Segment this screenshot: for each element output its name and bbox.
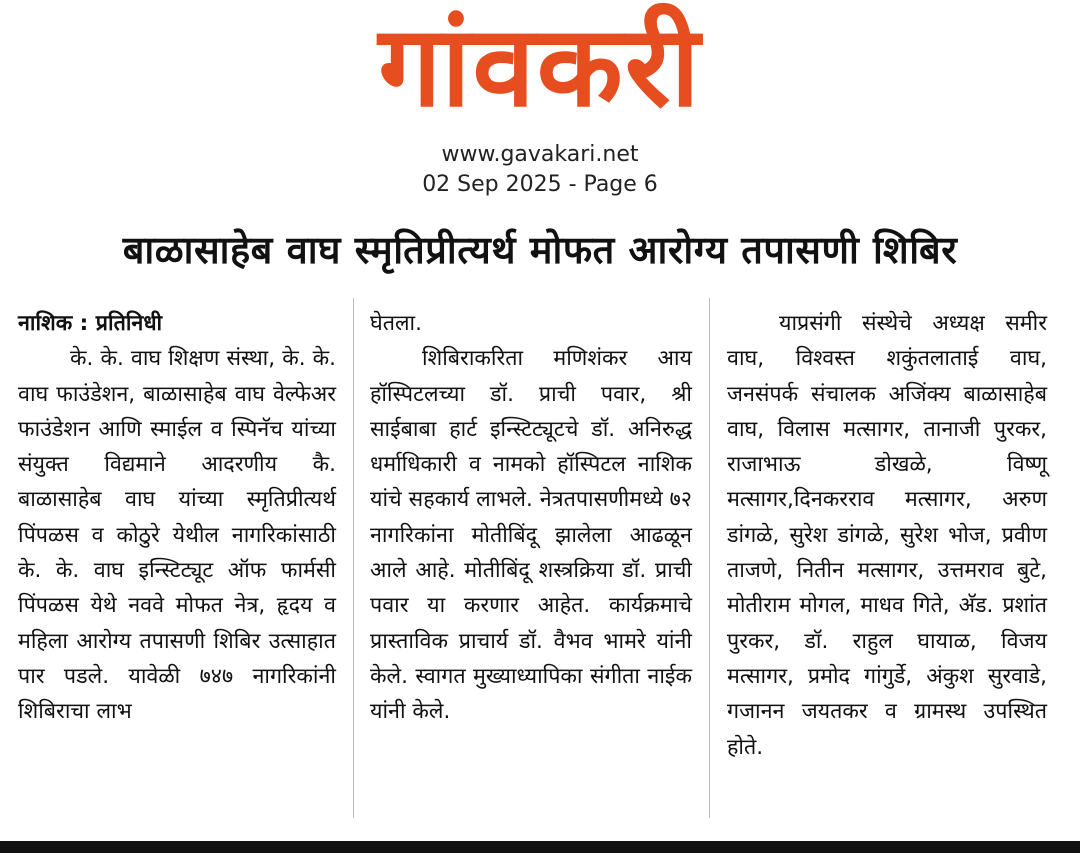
article-paragraph: याप्रसंगी संस्थेचे अध्यक्ष समीर वाघ, विश्‍वस्त शकुंतलाताई वाघ, जनसंपर्क संचालक अजिंक्य बाळासाहेब वाघ, विलास मत्सागर, तानाजी पुरकर, राजाभाऊ डोखळे, विष्णू मत्सागर,दिनकरराव मत्सागर, अरुण डांगळे, सुरेश डांगळे, सुरेश भोज, प्रवीण ताजणे, नितीन मत्सागर, उत्तमराव बुटे, मोतीराम मोगल, माधव गिते, अ‍ॅड. प्रशांत पुरकर, डॉ. राहुल घायाळ, विजय मत्सागर, प्रमोद गांगुर्डे, अंकुश सुरवाडे, गजानन जयतकर व ग्रामस्थ उपस्थित होते. [727,311,1047,760]
article-column-3 [727,306,1047,826]
article-headline: बाळासाहेब वाघ स्मृतिप्रीत्यर्थ मोफत आरोग्य तपासणी शिबिर [122,228,958,272]
article-column-2 [370,306,692,826]
bottom-border [0,841,1080,853]
article-dateline: नाशिक : प्रतिनिधी [18,311,163,336]
column-divider [353,298,354,818]
newspaper-logo: गांवकरी [378,2,702,132]
column-divider [709,298,710,818]
article-column-1 [18,306,336,826]
edition-date-page: 02 Sep 2025 - Page 6 [422,172,658,197]
article-paragraph: के. के. वाघ शिक्षण संस्था, के. के. वाघ फाउंडेशन, बाळासाहेब वाघ वेल्फेअर फाउंडेशन आणि स्माईल व स्पिनॅच यांच्या संयुक्त विद्यमाने आदरणीय कै. बाळासाहेब वाघ यांच्या स्मृतिप्रीत्यर्थ पिंपळस व कोठुरे येथील नागरिकांसाठी के. के. वाघ इन्स्टिट्यूट ऑफ फार्मसी पिंपळस येथे नववे मोफत नेत्र, हृदय व महिला आरोग्य तपासणी शिबिर उत्साहात पार पडले. यावेळी ७४७ नागरिकांनी शिबिराचा लाभ [18,346,336,725]
article-paragraph: घेतला. [370,311,422,336]
article-paragraph: शिबिराकरिता मणिशंकर आय हॉस्पिटलच्या डॉ. प्राची पवार, श्री साईबाबा हार्ट इन्स्टिट्यूटचे डॉ. अनिरुद्ध धर्माधिकारी व नामको हॉस्पिटल नाशिक यांचे सहकार्य लाभले. नेत्रतपासणीमध्ये ७२ नागरिकांना मोतीबिंदू झालेला आढळून आले आहे. मोतीबिंदू शस्त्रक्रिया डॉ. प्राची पवार या करणार आहेत. कार्यक्रमाचे प्रास्ताविक प्राचार्य डॉ. वैभव भामरे यांनी केले. स्वागत मुख्याध्यापिका संगीता नाईक यांनी केले. [370,346,692,725]
website-url: www.gavakari.net [441,142,639,167]
masthead [0,0,1080,140]
